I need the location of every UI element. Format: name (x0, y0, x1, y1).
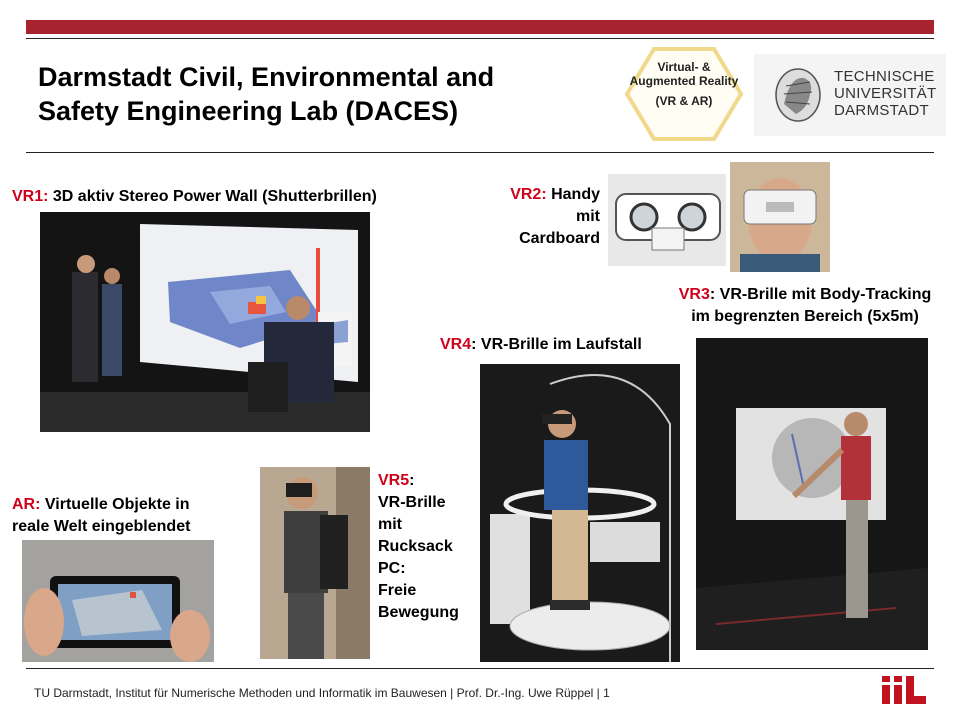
athena-seal-icon (770, 64, 826, 126)
vr3-line-1: : VR-Brille mit Body-Tracking (709, 286, 932, 303)
ar-code: AR: (12, 496, 41, 513)
vr1-label (12, 186, 377, 208)
vr5-colon: : (409, 472, 415, 489)
iil-logo (880, 674, 928, 706)
ar-smartphone-photo (22, 540, 214, 662)
vr2-label (480, 184, 600, 250)
header-bottom-rule (26, 152, 934, 153)
badge-line-3: Reality (698, 74, 739, 88)
vr2-line-3: Cardboard (519, 230, 600, 247)
backpack-pc-image (260, 467, 370, 659)
vr5-label (378, 470, 459, 624)
laufstall-image (480, 364, 680, 662)
logo-line-1: TECHNISCHE (834, 68, 935, 85)
cardboard-wearer-image (730, 162, 830, 272)
vr5-line-4: Rucksack (378, 538, 453, 555)
vr-ar-badge (624, 46, 744, 142)
vr5-line-3: mit (378, 516, 402, 533)
powerwall-image (40, 212, 370, 432)
tu-logo-text (834, 68, 936, 119)
page-title (38, 60, 618, 128)
ar-phone-image (22, 540, 214, 662)
vr3-code: VR3 (678, 286, 710, 303)
vr4-code: VR4 (440, 336, 472, 353)
ar-line-2: reale Welt eingeblendet (12, 518, 191, 535)
ar-label (12, 494, 190, 538)
tu-darmstadt-logo (754, 54, 946, 136)
badge-line-1: Virtual- & (657, 60, 711, 74)
logo-line-3: DARMSTADT (834, 102, 929, 119)
title-line-1: Darmstadt Civil, Environmental and (38, 62, 495, 92)
vr5-line-5: PC: (378, 560, 406, 577)
vr2-line-2: mit (576, 208, 600, 225)
logo-line-2: UNIVERSITÄT (834, 85, 937, 102)
footer-text: TU Darmstadt, Institut für Numerische Methoden und Informatik im Bauwesen | Prof. Dr.-Ing. Uwe Rüppel | 1 (34, 686, 610, 700)
ar-line-1: Virtuelle Objekte in (40, 496, 190, 513)
vr5-code: VR5 (378, 472, 410, 489)
vr1-powerwall-photo (40, 212, 370, 432)
vr4-text: : VR-Brille im Laufstall (471, 336, 642, 353)
badge-line-4: (VR & AR) (655, 94, 713, 108)
vr3-label (650, 284, 960, 328)
vr5-line-6: Freie (378, 582, 417, 599)
title-line-2: Safety Engineering Lab (DACES) (38, 96, 459, 126)
vr2-line-1: Handy (546, 186, 600, 203)
vr4-laufstall-photo (480, 364, 680, 662)
vr4-label (440, 334, 642, 356)
vr5-line-7: Bewegung (378, 604, 459, 621)
vr5-backpack-photo (260, 467, 370, 659)
footer-rule (26, 668, 934, 669)
vr2-code: VR2: (510, 186, 547, 203)
vr3-line-2: im begrenzten Bereich (5x5m) (691, 308, 919, 325)
vr1-code: VR1: (12, 188, 49, 205)
vr5-line-2: VR-Brille (378, 494, 446, 511)
vr1-text: 3D aktiv Stereo Power Wall (Shutterbrillen) (48, 188, 377, 205)
cardboard-headset-image (608, 174, 726, 266)
body-tracking-image (696, 338, 928, 650)
vr3-body-tracking-photo (696, 338, 928, 650)
header-top-rule (26, 38, 934, 39)
vr2-cardboard-photo (608, 174, 726, 266)
header-accent-bar (26, 20, 934, 34)
vr2-wearer-photo (730, 162, 830, 272)
badge-text (624, 60, 744, 108)
badge-line-2: Augmented (629, 74, 696, 88)
